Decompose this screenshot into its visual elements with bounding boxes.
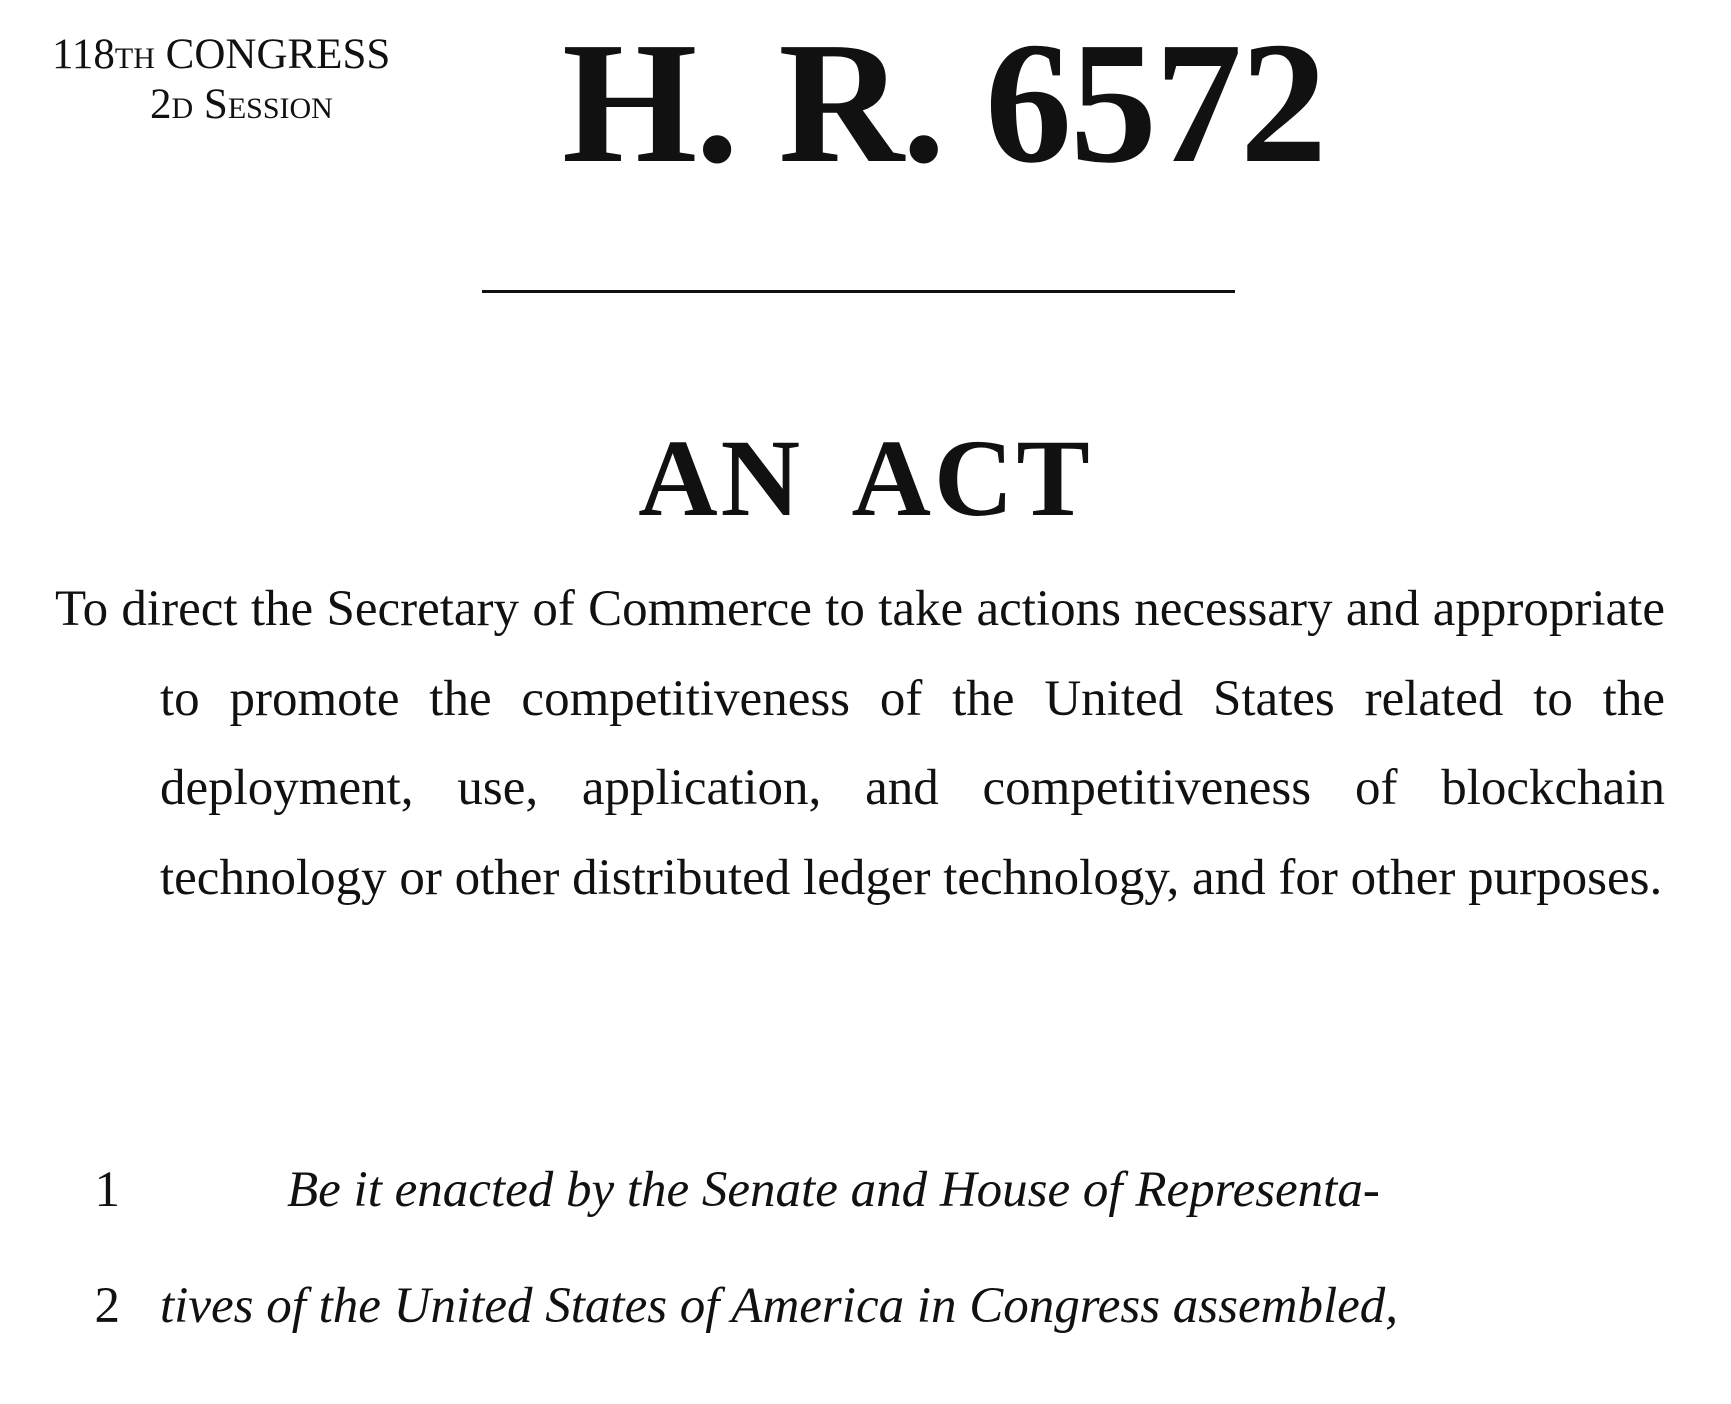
act-purpose-text: To direct the Secretary of Commerce to take actions necessary and appropriate to promote the competitiveness of the United States related to the deployment, use, application, and competitiveness of blockchain technology or other distributed ledger technology, and for other purposes. xyxy=(55,581,1665,906)
enacting-clause-line xyxy=(0,1256,1731,1356)
congress-line: 118th CONGRESS xyxy=(52,31,391,78)
enacting-clause-text: tives of the United States of America in Congress assembled, xyxy=(160,1278,1399,1334)
enacting-clause-text: Be it enacted by the Senate and House of Representa- xyxy=(287,1162,1380,1218)
act-heading: AN ACT xyxy=(638,417,1093,539)
session-line: 2d Session xyxy=(150,81,333,128)
line-number: 2 xyxy=(94,1278,120,1334)
enacting-clause-line xyxy=(0,1140,1731,1240)
bill-number: H. R. 6572 xyxy=(562,6,1325,199)
congress-session-label xyxy=(52,30,502,130)
horizontal-rule xyxy=(482,290,1235,293)
line-number: 1 xyxy=(94,1162,120,1218)
